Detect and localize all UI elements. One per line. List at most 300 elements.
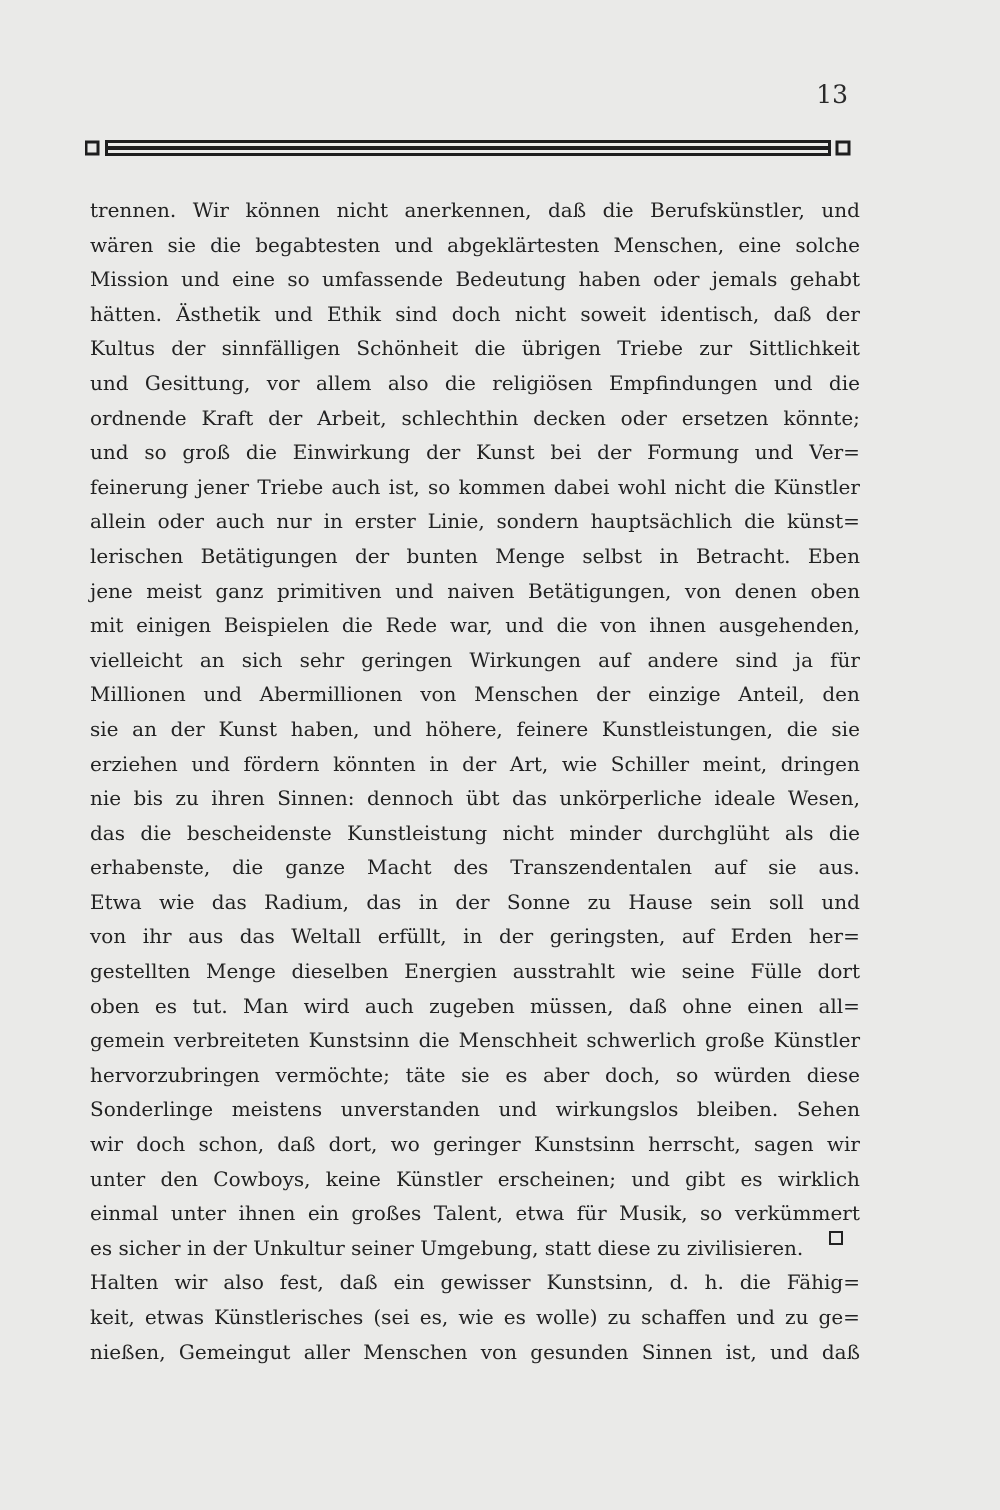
word: übrigen [521, 336, 601, 361]
text-line [90, 1335, 860, 1370]
word: auf [713, 855, 747, 880]
word: religiösen [492, 370, 593, 395]
word: bleiben. [696, 1097, 779, 1122]
text-line [90, 228, 860, 263]
word: in [323, 509, 343, 534]
word: das [211, 889, 247, 914]
word: Sonne [506, 889, 571, 914]
word: und [736, 1305, 775, 1329]
word: nicht [674, 474, 726, 499]
word: die [828, 370, 860, 395]
word: es [505, 1062, 528, 1087]
word: decken [533, 405, 606, 430]
word: die [828, 820, 860, 845]
word: könnte; [783, 405, 860, 430]
word: naiven [447, 578, 515, 603]
word: ausstrahlt [512, 959, 615, 984]
word: wie [159, 889, 195, 914]
word: es, [419, 1305, 449, 1329]
text-line [90, 504, 860, 539]
word: die [140, 820, 172, 845]
word: könnten [333, 751, 416, 776]
word: primitiven [277, 578, 382, 603]
word: Mission [90, 267, 169, 292]
word: jene [90, 578, 133, 603]
word: Kunstleistung [347, 820, 488, 845]
word: so [675, 1062, 699, 1087]
word: diese [806, 1062, 860, 1087]
word: all= [818, 993, 860, 1018]
text-line [90, 297, 860, 332]
word: vermöchte; [275, 1062, 390, 1087]
word: oder [620, 405, 667, 430]
word: Ethik [327, 301, 382, 326]
text-line [90, 435, 860, 470]
word: erster [354, 509, 416, 534]
word: haben, [290, 716, 360, 741]
word: erfüllt, [377, 924, 447, 949]
word: Triebe [617, 336, 683, 361]
word: hätten. [90, 301, 162, 326]
word: einzige [647, 682, 721, 707]
word: sie [90, 716, 119, 741]
word: sehr [299, 647, 345, 672]
word: der [268, 405, 303, 430]
word: die [474, 336, 506, 361]
word: sind [395, 301, 438, 326]
word: den [160, 1166, 198, 1191]
word: schwerlich [586, 1028, 697, 1053]
word: für [576, 1201, 607, 1226]
word: Menschen, [613, 232, 725, 257]
word: sagen [753, 1132, 814, 1157]
word: ist, [725, 1339, 757, 1364]
word: wolle) [535, 1305, 598, 1329]
word: erhabenste, [90, 855, 211, 880]
word: die [744, 509, 776, 534]
text-line [90, 331, 860, 366]
word: wie [561, 751, 598, 776]
text-line [90, 816, 860, 851]
word: Menge [206, 959, 276, 984]
word: wirklich [777, 1166, 860, 1191]
word: allem [315, 370, 372, 395]
word: die [232, 855, 264, 880]
word: etwa [515, 1201, 565, 1226]
word: denen [734, 578, 797, 603]
word: und [373, 716, 412, 741]
word: Art, [509, 751, 549, 776]
word: sie [167, 232, 196, 257]
word: feinerung [90, 474, 189, 499]
word: hervorzubringen [90, 1062, 260, 1087]
word: Etwa [90, 889, 142, 914]
word: daß [628, 993, 667, 1018]
word: oben [810, 578, 860, 603]
word: ganze [285, 855, 346, 880]
word: so [144, 440, 167, 465]
word: doch [451, 301, 501, 326]
word: Menschen [474, 682, 579, 707]
word: täte [405, 1062, 446, 1087]
word: meistens [231, 1097, 323, 1122]
word: Weltall [291, 924, 362, 949]
word: Künstler [773, 1028, 860, 1053]
word: ohne [682, 993, 732, 1018]
word: dabei [553, 474, 610, 499]
word: hauptsächlich [590, 509, 733, 534]
word: daß [773, 301, 812, 326]
text-line [90, 919, 860, 954]
word: aller [303, 1339, 350, 1364]
word: von [684, 578, 722, 603]
word: und [821, 889, 860, 914]
word: können [245, 198, 321, 222]
word: Kraft [201, 405, 254, 430]
word: erziehen [90, 751, 178, 776]
word: ausgehenden, [718, 613, 860, 638]
word: und [505, 613, 544, 638]
word: wie [630, 959, 666, 984]
word: nießen, [90, 1339, 166, 1364]
word: unkörperliche [559, 786, 702, 811]
word: gesunden [530, 1339, 629, 1364]
word: Betracht. [695, 543, 791, 568]
word: fördern [243, 751, 320, 776]
word: dort, [328, 1132, 378, 1157]
word: keine [325, 1166, 381, 1191]
word: ein [393, 1270, 425, 1295]
word: Wir [192, 198, 229, 222]
text-line [90, 539, 860, 574]
word: Betätigungen [200, 543, 338, 568]
word: den [822, 682, 860, 707]
word: anerkennen, [404, 198, 532, 222]
word: erscheinen; [497, 1166, 617, 1191]
word: auf [598, 647, 631, 672]
word: und [821, 198, 860, 222]
word: Talent, [433, 1201, 503, 1226]
word: wo [390, 1132, 420, 1157]
word: an [132, 716, 157, 741]
word: Menge [495, 543, 566, 568]
word: Kunst [476, 440, 535, 465]
word: nicht [514, 301, 567, 326]
word: Eben [807, 543, 860, 568]
word: und [754, 440, 794, 465]
word: soll [768, 889, 804, 914]
word: und [498, 1097, 538, 1122]
word: Macht [366, 855, 432, 880]
word: der [170, 716, 205, 741]
word: also [387, 370, 429, 395]
word: aber [543, 1062, 590, 1087]
word: also [223, 1270, 264, 1295]
word: Cowboys, [213, 1166, 311, 1191]
word: der [597, 440, 632, 465]
word: großes [351, 1201, 422, 1226]
word: Millionen [90, 682, 186, 707]
text-line [90, 1300, 860, 1335]
word: seine [681, 959, 735, 984]
text-line [90, 574, 860, 609]
word: es [503, 1305, 526, 1329]
word: dennoch [366, 786, 454, 811]
word: gibt [685, 1166, 726, 1191]
word: auch [331, 474, 381, 499]
word: sie [831, 716, 860, 741]
word: Gemeingut [178, 1339, 291, 1364]
word: Empfindungen [608, 370, 758, 395]
word: verbreiteten [173, 1028, 300, 1053]
word: Kunst [218, 716, 278, 741]
word: ihr [142, 924, 172, 949]
word: auch [215, 509, 265, 534]
text-line [90, 1127, 860, 1162]
word: Linie, [427, 509, 485, 534]
word: doch, [604, 1062, 661, 1087]
word: vielleicht [90, 647, 183, 672]
word: mit [90, 613, 124, 638]
word: ist, [388, 474, 420, 499]
word: große [705, 1028, 765, 1053]
word: Künstler [773, 474, 860, 499]
word: wir [826, 1132, 860, 1157]
word: h. [704, 1270, 724, 1295]
word: die [786, 716, 818, 741]
word: Erden [730, 924, 793, 949]
word: Sinnen: [277, 786, 355, 811]
text-line [90, 193, 860, 228]
text-line [90, 1023, 860, 1058]
text-line [90, 470, 860, 505]
word: Kunstsinn [533, 1132, 635, 1157]
word: Sittlichkeit [748, 336, 860, 361]
word: eine [232, 267, 275, 292]
text-line [90, 401, 860, 436]
word: sie [461, 1062, 490, 1087]
word: Formung [647, 440, 740, 465]
word: sinnfälligen [221, 336, 341, 361]
word: es [740, 1166, 763, 1191]
word: daß [821, 1339, 860, 1364]
word: eine [738, 232, 782, 257]
word: auch [364, 993, 414, 1018]
word: dieselben [291, 959, 389, 984]
word: sie [768, 855, 797, 880]
word: Wesen, [787, 786, 860, 811]
word: die [734, 474, 766, 499]
word: Fülle [750, 959, 802, 984]
word: aus. [818, 855, 860, 880]
word: sondern [496, 509, 579, 534]
word: Kunstsinn [308, 1028, 410, 1053]
header-ornament-rule [85, 136, 851, 160]
word: Kunstsinn, [546, 1270, 654, 1295]
word: die [602, 198, 634, 222]
text-line [90, 643, 860, 678]
word: die [245, 440, 277, 465]
word: es [154, 993, 178, 1018]
word: unverstanden [340, 1097, 480, 1122]
word: Kunstleistungen, [601, 716, 774, 741]
word: sich [241, 647, 283, 672]
word: Hause [628, 889, 693, 914]
word: daß [277, 1132, 316, 1157]
word: lerischen [90, 543, 184, 568]
word: Fähig= [786, 1270, 860, 1295]
word: an [199, 647, 225, 672]
word: oder [157, 509, 204, 534]
word: Arbeit, [317, 405, 387, 430]
word: müssen, [530, 993, 614, 1018]
word: von [600, 613, 637, 638]
word: ideale [714, 786, 776, 811]
word: der [498, 924, 534, 949]
word: Einwirkung [292, 440, 411, 465]
word: und [203, 682, 242, 707]
word: in [463, 924, 483, 949]
paragraph-end-square-icon [829, 1231, 843, 1245]
word: in [418, 889, 438, 914]
word: übt [465, 786, 500, 811]
word: (sei [373, 1305, 410, 1329]
word: in [659, 543, 679, 568]
word: etwas [144, 1305, 205, 1329]
word: der [455, 889, 490, 914]
word: von [420, 682, 457, 707]
word: aus [188, 924, 224, 949]
word: der [354, 543, 390, 568]
word: würden [713, 1062, 792, 1087]
word: der [596, 682, 631, 707]
word: und [394, 232, 434, 257]
word: doch [136, 1132, 186, 1157]
word: groß [182, 440, 231, 465]
text-line [90, 366, 860, 401]
word: das [512, 786, 548, 811]
word: geringer [433, 1132, 521, 1157]
word: begabtesten [255, 232, 381, 257]
word: die [444, 370, 476, 395]
word: gewisser [440, 1270, 531, 1295]
word: von [90, 924, 127, 949]
word: nie [90, 786, 122, 811]
word: bei [550, 440, 582, 465]
word: dringen [780, 751, 860, 776]
text-line [90, 1196, 860, 1231]
word: wirkungslos [555, 1097, 679, 1122]
word: allein [90, 509, 146, 534]
word: Triebe [257, 474, 324, 499]
word: Ästhetik [176, 301, 261, 326]
word: die [418, 1028, 450, 1053]
word: trennen. [90, 198, 177, 222]
word: umfassende [322, 267, 444, 292]
word: und [90, 440, 129, 465]
text-line [90, 781, 860, 816]
word: der [171, 336, 206, 361]
text-line [90, 608, 860, 643]
word: haben [578, 267, 641, 292]
word: schlechthin [401, 405, 519, 430]
word: so [287, 267, 310, 292]
word: zur [699, 336, 733, 361]
word: unter [90, 1166, 146, 1191]
word: geringen [361, 647, 453, 672]
word: und [770, 1339, 809, 1364]
word: Musik, [619, 1201, 688, 1226]
word: meint, [702, 751, 768, 776]
word: des [453, 855, 489, 880]
word: ganz [215, 578, 264, 603]
word: selbst [582, 543, 642, 568]
word: vor [266, 370, 300, 395]
word: zugeben [429, 993, 515, 1018]
word: so [428, 474, 451, 499]
word: ge= [818, 1305, 860, 1329]
word: fest, [279, 1270, 324, 1295]
word: Anteil, [738, 682, 805, 707]
word: und [774, 370, 813, 395]
word: daß [339, 1270, 378, 1295]
word: und [191, 751, 230, 776]
word: kommen [458, 474, 546, 499]
word: ein [307, 1201, 339, 1226]
word: zu [607, 1305, 632, 1329]
word: tut. [192, 993, 228, 1018]
word: und [90, 370, 129, 395]
paragraph-end-line [90, 1231, 860, 1266]
word: zu [785, 1305, 809, 1329]
word: keit, [90, 1305, 135, 1329]
word: ersetzen [681, 405, 769, 430]
word: die [341, 613, 373, 638]
word: sein [710, 889, 752, 914]
word: und [631, 1166, 670, 1191]
word: der [462, 751, 497, 776]
word: Wirkungen [469, 647, 581, 672]
word: ordnende [90, 405, 187, 430]
word: durchglüht [657, 820, 770, 845]
word: Beispielen [223, 613, 330, 638]
word: gestellten [90, 959, 191, 984]
word: meist [146, 578, 202, 603]
word: das [239, 924, 275, 949]
word: identisch, [660, 301, 760, 326]
word: ja [794, 647, 814, 672]
word: Künstler [396, 1166, 483, 1191]
word: zu [175, 786, 199, 811]
word: so [700, 1201, 723, 1226]
word: nicht [336, 198, 388, 222]
word: bis [133, 786, 163, 811]
text-line: es sicher in der Unkultur seiner Umgebung, statt diese zu zivilisieren. [90, 1235, 804, 1260]
word: die [210, 232, 242, 257]
word: das [366, 889, 402, 914]
word: Sehen [796, 1097, 860, 1122]
word: zu [587, 889, 612, 914]
word: Halten [90, 1270, 159, 1295]
word: gemein [90, 1028, 165, 1053]
word: Menschen [363, 1339, 468, 1364]
word: wird [303, 993, 350, 1018]
word: Transzendentalen [510, 855, 693, 880]
word: der [825, 301, 860, 326]
text-line [90, 1058, 860, 1093]
word: war, [449, 613, 493, 638]
word: der [426, 440, 461, 465]
